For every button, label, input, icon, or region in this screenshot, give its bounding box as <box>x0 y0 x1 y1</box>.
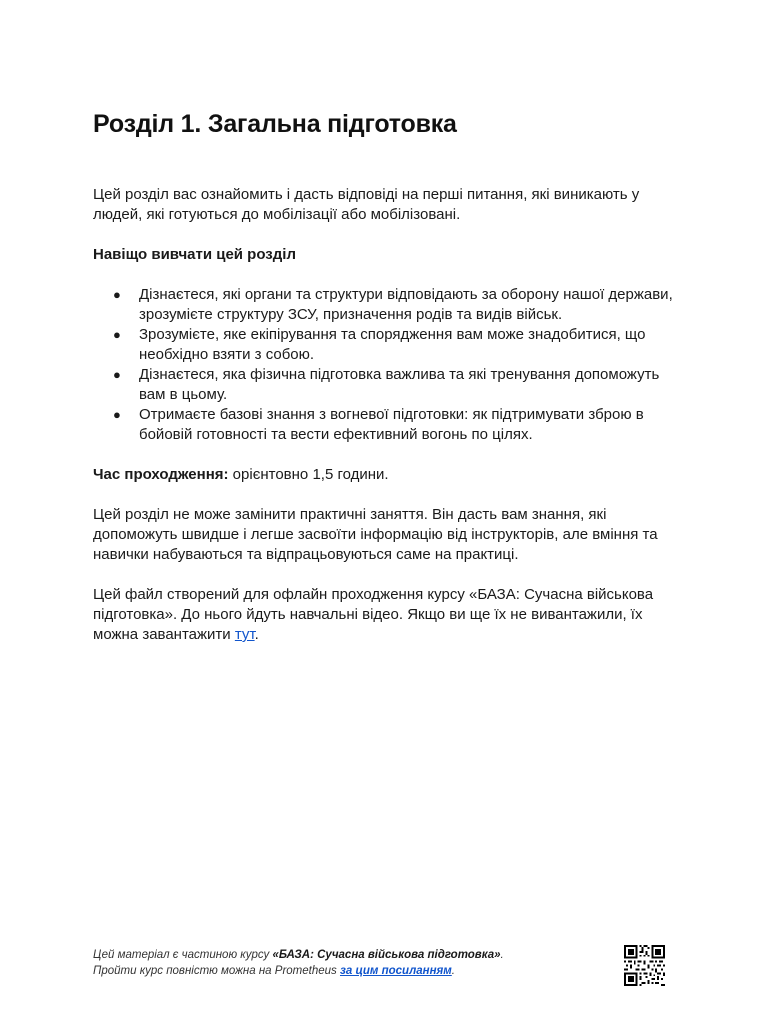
benefit-item <box>93 325 683 365</box>
page-footer <box>93 947 593 979</box>
benefit-text: Отримаєте базові знання з вогневої підготовки: як підтримувати зброю в бойовій готовності та вести ефективний вогонь по цілях. <box>139 406 644 443</box>
qr-code-icon[interactable] <box>624 945 665 986</box>
section-title: Розділ 1. Загальна підготовка <box>93 110 457 138</box>
footer-course-prefix: Цей матеріал є частиною курсу <box>93 949 273 961</box>
benefit-item <box>93 365 683 405</box>
footer-course-name: «БАЗА: Сучасна військова підготовка» <box>272 949 501 961</box>
intro-paragraph: Цей розділ вас ознайомить і дасть відповіді на перші питання, які виникають у людей, які готуються до мобілізації або мобілізовані. <box>93 186 640 223</box>
benefit-item <box>93 405 683 445</box>
benefit-text: Дізнаєтеся, які органи та структури відповідають за оборону нашої держави, зрозумієте структуру ЗСУ, призначення родів та видів військ. <box>139 286 673 323</box>
bullet-icon: ● <box>113 367 121 382</box>
section-content <box>93 185 683 645</box>
benefit-text: Зрозумієте, яке екіпірування та спорядження вам може знадобитися, що необхідно взяти з собою. <box>139 326 646 363</box>
bullet-icon: ● <box>113 287 121 302</box>
bullet-icon: ● <box>113 407 121 422</box>
duration-paragraph <box>93 465 683 485</box>
benefit-item <box>93 285 683 325</box>
course-link[interactable]: за цим посиланням <box>339 965 452 977</box>
footer-course-suffix: . <box>500 949 504 961</box>
footer-line-1 <box>93 947 593 963</box>
duration-label: Час проходження: <box>93 466 229 483</box>
footer-line-2 <box>93 963 593 979</box>
duration-value: орієнтовно 1,5 години. <box>228 466 389 483</box>
disclaimer-paragraph: Цей розділ не може замінити практичні заняття. Він дасть вам знання, які допоможуть швидше і легше засвоїти інформацію від інструкторів, але вміння та навички набуваються та відпрацьовуються саме на практиці. <box>93 506 658 563</box>
offline-note-text: Цей файл створений для офлайн проходження курсу «БАЗА: Сучасна військова підготовка». До нього йдуть навчальні відео. Якщо ви ще їх не вивантажили, їх можна завантажити <box>93 586 654 643</box>
bullet-icon: ● <box>113 327 121 342</box>
offline-note-end: . <box>254 626 259 643</box>
why-study-heading: Навіщо вивчати цей розділ <box>93 246 296 263</box>
footer-prometheus-prefix: Пройти курс повністю можна на Prometheus <box>93 965 340 977</box>
benefits-list <box>93 285 683 445</box>
offline-note-paragraph <box>93 585 683 645</box>
footer-prometheus-suffix: . <box>451 965 455 977</box>
benefit-text: Дізнаєтеся, яка фізична підготовка важлива та які тренування допоможуть вам в цьому. <box>139 366 660 403</box>
download-videos-link[interactable]: тут <box>234 626 255 643</box>
